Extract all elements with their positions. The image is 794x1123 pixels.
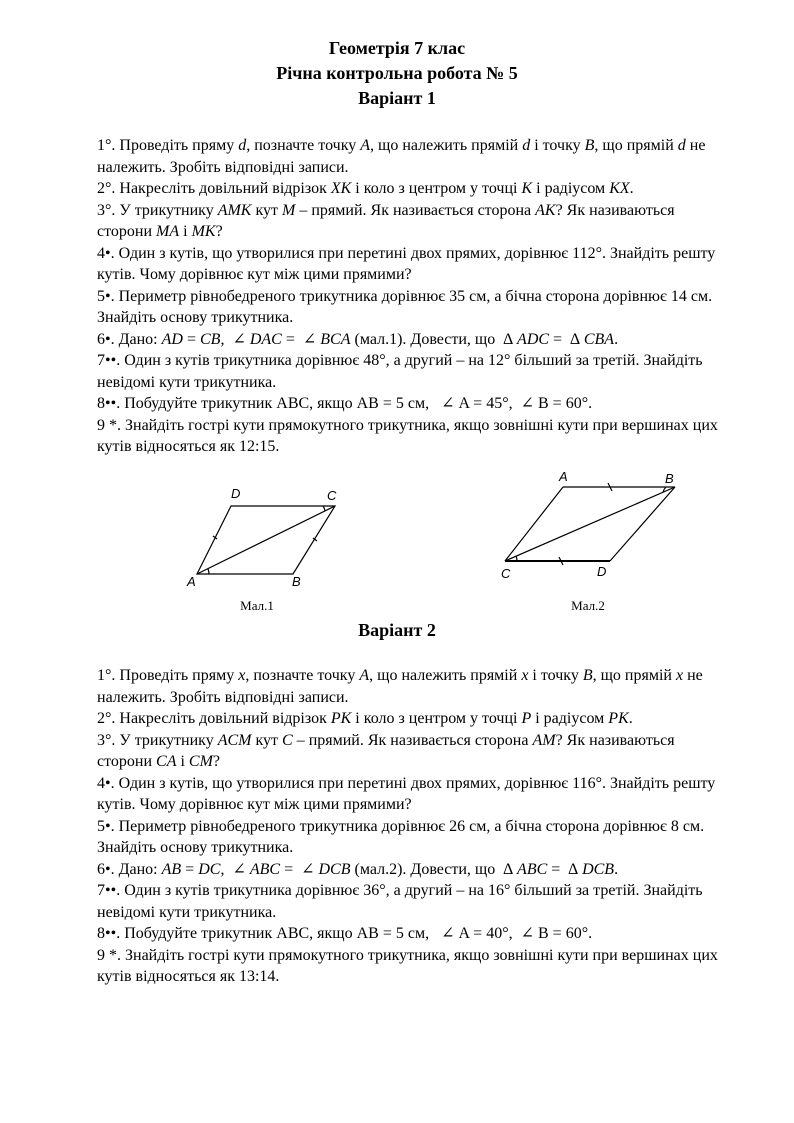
task-item: 2°. Накресліть довільний відрізок XK і коло з центром у точці K і радіусом KX. bbox=[97, 180, 634, 197]
task-item: 1°. Проведіть пряму d, позначте точку A, що належить прямій d і точку B, що прямій d не належить. Зробіть відповідні записи. bbox=[97, 137, 706, 176]
task-item: 7••. Один з кутів трикутника дорівнює 48°, а другий – на 12° більший за третій. Знайдіть невідомі кути трикутника. bbox=[97, 352, 703, 391]
fig1-label-b: B bbox=[292, 574, 301, 589]
fig1-label-c: C bbox=[327, 488, 337, 503]
fig2-label-b: B bbox=[665, 471, 674, 486]
variant-1-tasks bbox=[97, 135, 727, 458]
task-item: 8••. Побудуйте трикутник ABC, якщо AB = 5 см, ∠ A = 45°, ∠ B = 60°. bbox=[97, 395, 593, 412]
page-title-subject: Геометрія 7 клас bbox=[328, 38, 466, 58]
fig2-side-ca bbox=[505, 487, 563, 561]
task-item: 4•. Один з кутів, що утворилися при перетині двох прямих, дорівнює 116°. Знайдіть решту кутів. Чому дорівнює кут між цими прямими? bbox=[97, 774, 716, 813]
task-item: 8••. Побудуйте трикутник ABC, якщо AB = 5 см, ∠ A = 40°, ∠ B = 60°. bbox=[97, 925, 593, 942]
figure-1-parallelogram bbox=[175, 478, 355, 593]
fig2-label-d: D bbox=[597, 564, 607, 579]
fig1-angle-a bbox=[208, 569, 209, 574]
fig2-label-c: C bbox=[501, 566, 511, 581]
fig1-label-a: A bbox=[187, 574, 196, 589]
variant-1-heading: Варіант 1 bbox=[358, 88, 436, 108]
task-item: 3°. У трикутнику ACM кут C – прямий. Як називається сторона AM? Як називаються сторони CA і CM? bbox=[97, 731, 675, 770]
figure-1-caption: Мал.1 bbox=[240, 598, 274, 613]
fig2-side-bd bbox=[610, 487, 675, 561]
task-item: 5•. Периметр рівнобедреного трикутника дорівнює 26 см, а бічна сторона дорівнює 8 см. Знайдіть основу трикутника. bbox=[97, 817, 705, 856]
fig2-label-a: A bbox=[559, 469, 568, 484]
task-item: 5•. Периметр рівнобедреного трикутника дорівнює 35 см, а бічна сторона дорівнює 14 см. Знайдіть основу трикутника. bbox=[97, 287, 713, 326]
variant-2-tasks bbox=[97, 665, 727, 988]
figure-2-caption: Мал.2 bbox=[571, 598, 605, 613]
fig2-diagonal-cb bbox=[505, 487, 675, 561]
task-item: 4•. Один з кутів, що утворилися при перетині двох прямих, дорівнює 112°. Знайдіть решту кутів. Чому дорівнює кут між цими прямими? bbox=[97, 244, 716, 283]
task-item: 9 *. Знайдіть гострі кути прямокутного трикутника, якщо зовнішні кути при вершинах цих кутів відносяться як 12:15. bbox=[97, 416, 718, 455]
task-item: 6•. Дано: AD = CB, ∠ DAC = ∠ BCA (мал.1). Довести, що ∆ ADC = ∆ CBA. bbox=[97, 330, 619, 348]
task-item: 6•. Дано: AB = DC, ∠ ABC = ∠ DCB (мал.2). Довести, що ∆ ABC = ∆ DCB. bbox=[97, 860, 619, 878]
figure-2-parallelogram bbox=[495, 465, 690, 585]
task-item: 9 *. Знайдіть гострі кути прямокутного трикутника, якщо зовнішні кути при вершинах цих кутів відносяться як 13:14. bbox=[97, 946, 718, 985]
task-item: 3°. У трикутнику AMK кут M – прямий. Як називається сторона AK? Як називаються сторони MA і MK? bbox=[97, 201, 675, 240]
variant-2-heading: Варіант 2 bbox=[358, 620, 436, 640]
fig1-angle-c bbox=[323, 506, 325, 511]
fig1-label-d: D bbox=[231, 486, 241, 501]
task-item: 2°. Накресліть довільний відрізок PK і коло з центром у точці P і радіусом PK. bbox=[97, 710, 633, 727]
page-title-work: Річна контрольна робота № 5 bbox=[276, 63, 518, 83]
task-item: 7••. Один з кутів трикутника дорівнює 36°, а другий – на 16° більший за третій. Знайдіть невідомі кути трикутника. bbox=[97, 882, 703, 921]
task-item: 1°. Проведіть пряму x, позначте точку A, що належить прямій x і точку B, що прямій x не належить. Зробіть відповідні записи. bbox=[97, 667, 703, 706]
